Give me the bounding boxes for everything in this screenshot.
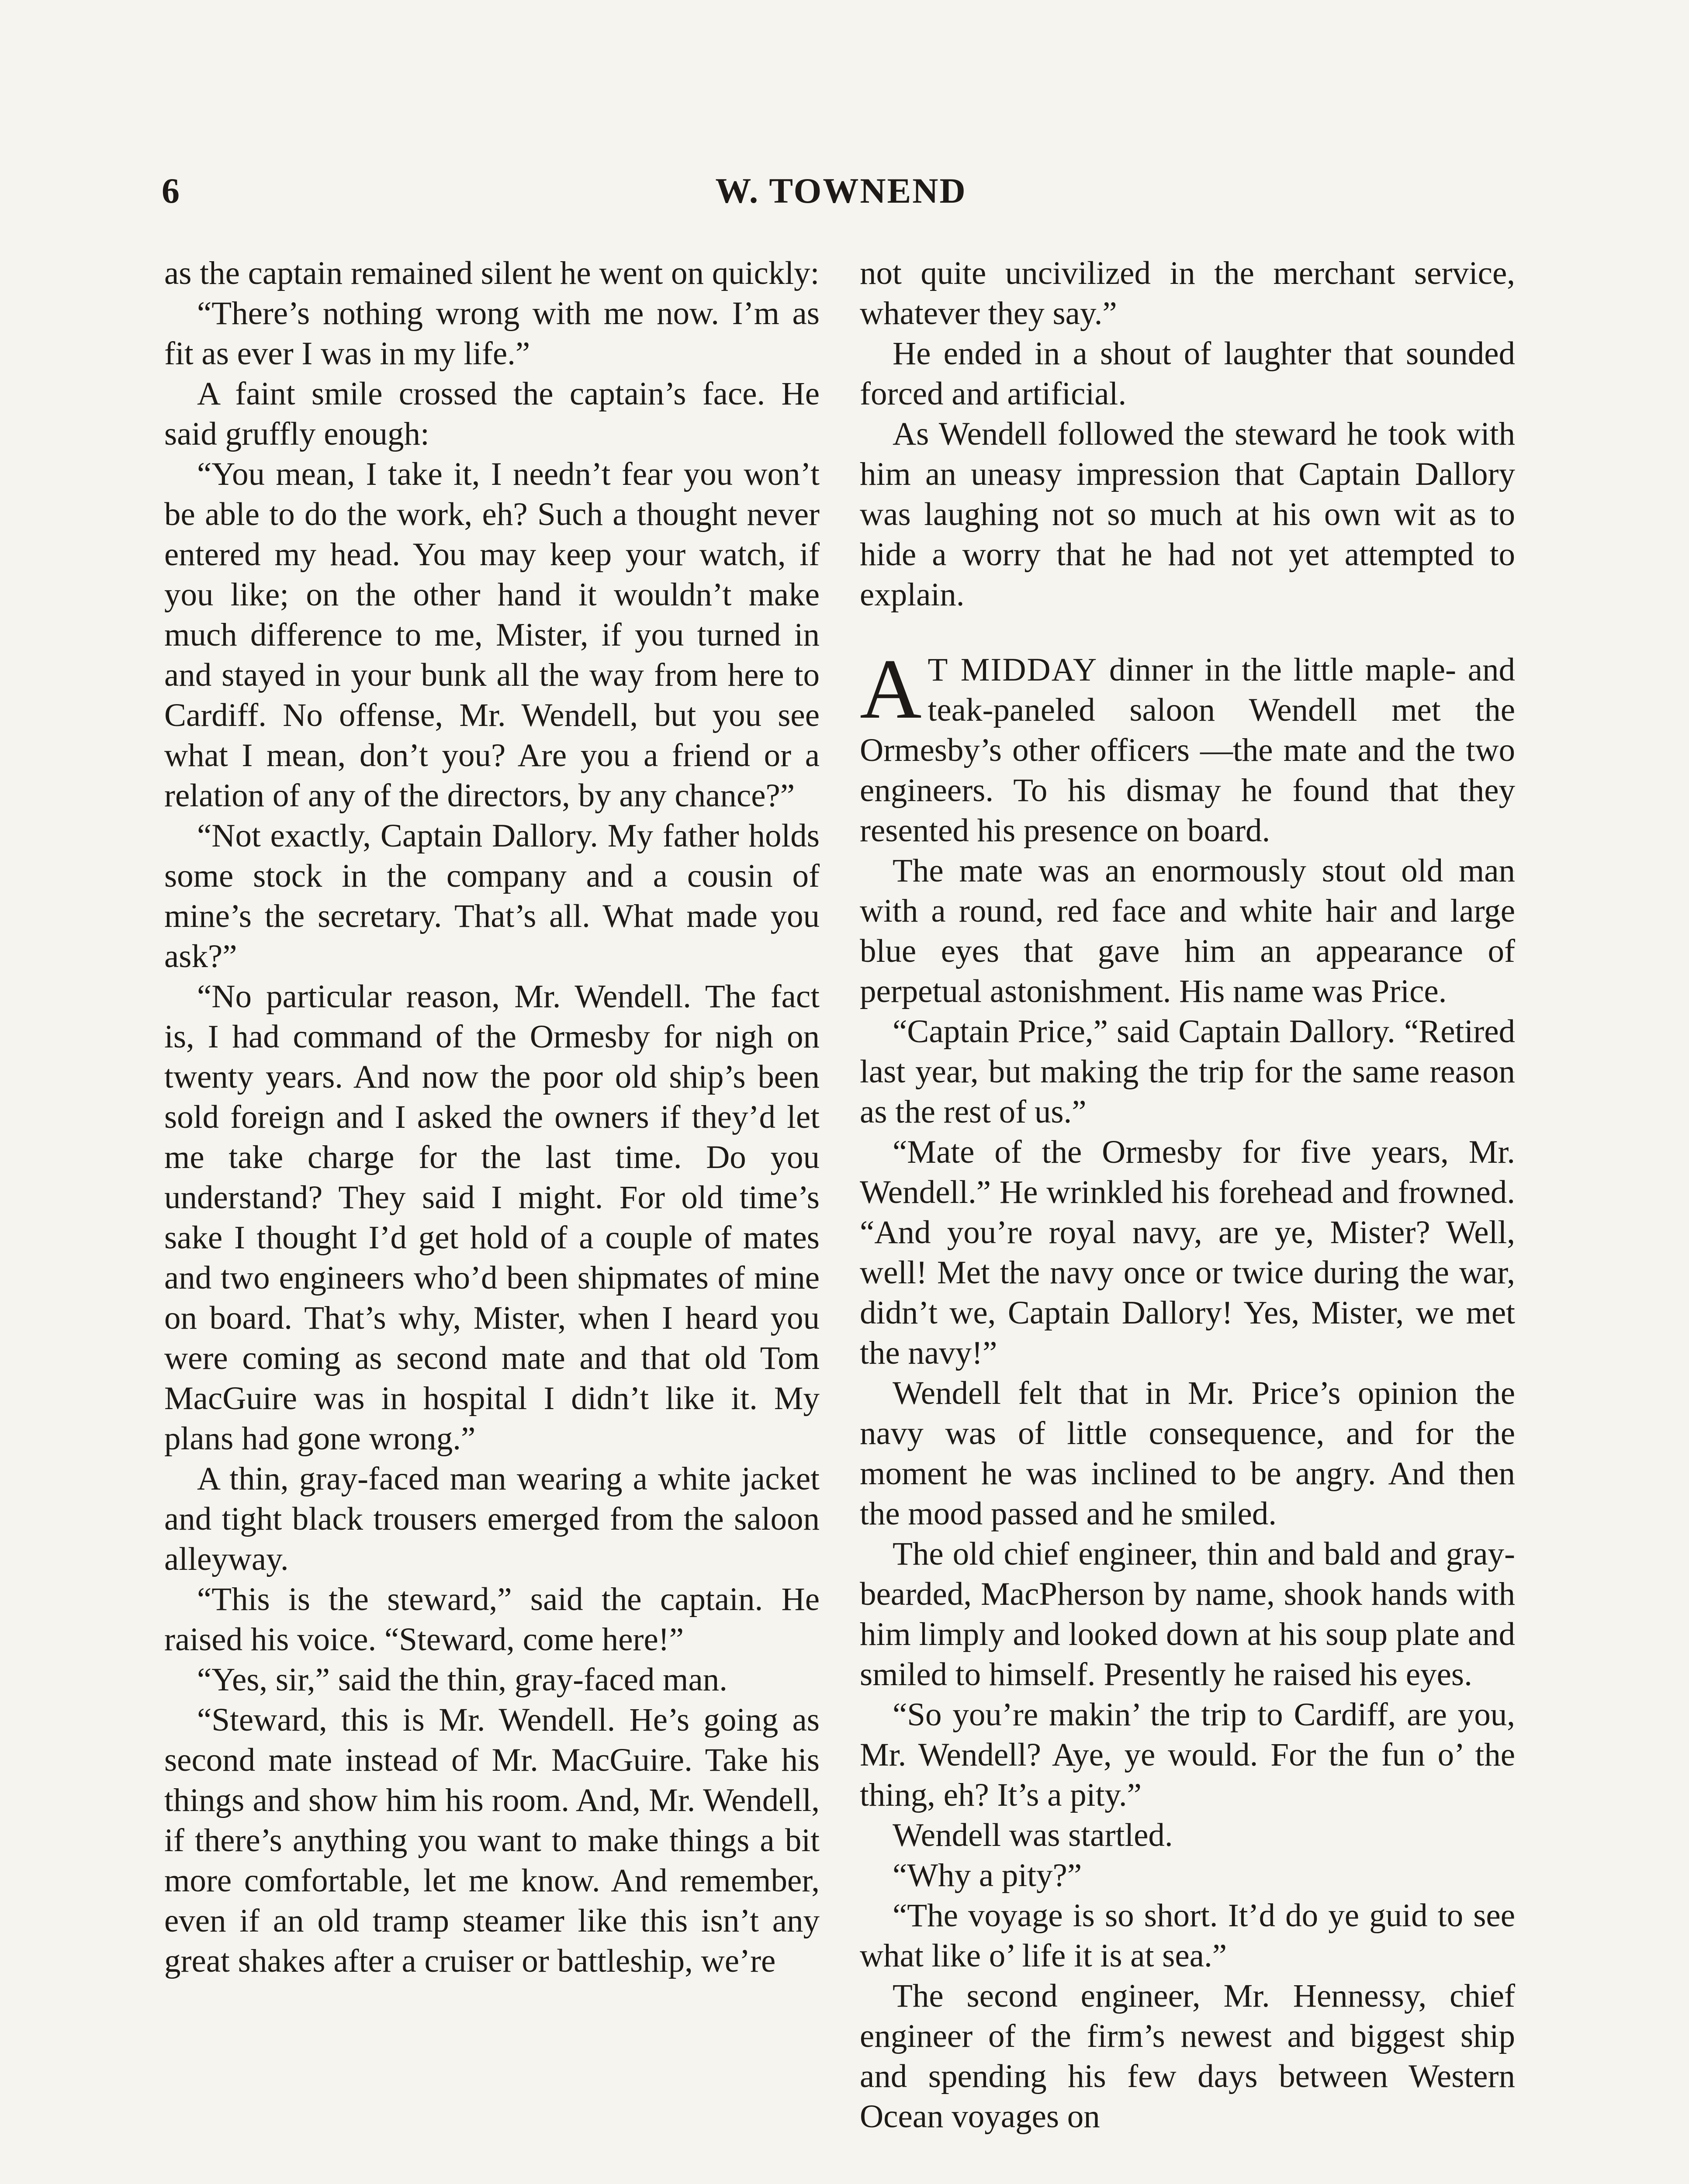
page-number: 6 bbox=[162, 171, 180, 211]
paragraph: “Steward, this is Mr. Wendell. He’s going as second mate instead of Mr. MacGuire. Take his things and show him his room. And, Mr. Wendell, if there’s anything you want to make things a bit more comfortable, let me know. And remember, even if an old tramp steamer like this isn’t any great shakes after a cruiser or battleship, we’re bbox=[164, 1702, 820, 1979]
paragraph: “Captain Price,” said Captain Dallory. “Retired last year, but making the trip for the same reason as the rest of us.” bbox=[860, 1013, 1515, 1130]
paragraph: A faint smile crossed the captain’s face. He said gruffly enough: bbox=[164, 376, 820, 452]
paragraph: “No particular reason, Mr. Wendell. The fact is, I had command of the Ormesby for nigh on twenty years. And now the poor old ship’s been sold foreign and I asked the owners if they’d let me take charge for the last time. Do you understand? They said I might. For old time’s sake I thought I’d get hold of a couple of mates and two engineers who’d been shipmates of mine on board. That’s why, Mister, when I heard you were coming as second mate and that old Tom MacGuire was in hospital I didn’t like it. My plans had gone wrong.” bbox=[164, 978, 820, 1457]
paragraph: The mate was an enormously stout old man with a round, red face and white hair and large blue eyes that gave him an appearance of perpetual astonishment. His name was Price. bbox=[860, 853, 1515, 1009]
section-opening-smallcaps: T MIDDAY bbox=[928, 652, 1098, 688]
paragraph: The old chief engineer, thin and bald and gray-bearded, MacPherson by name, shook hands with him limply and looked down at his soup plate and smiled to himself. Presently he raised his eyes. bbox=[860, 1536, 1515, 1693]
paragraph: “There’s nothing wrong with me now. I’m as fit as ever I was in my life.” bbox=[164, 295, 820, 372]
paragraph: “Yes, sir,” said the thin, gray-faced man. bbox=[197, 1662, 728, 1698]
running-head: W. TOWNEND bbox=[715, 171, 967, 211]
right-column bbox=[860, 253, 1515, 2137]
left-column bbox=[164, 253, 820, 1981]
paragraph: Wendell felt that in Mr. Price’s opinion the navy was of little consequence, and for the moment he was inclined to be angry. And then the mood passed and he smiled. bbox=[860, 1375, 1515, 1532]
paragraph: “Not exactly, Captain Dallory. My father holds some stock in the company and a cousin of mine’s the secretary. That’s all. What made you ask?” bbox=[164, 818, 820, 975]
paragraph: “The voyage is so short. It’d do ye guid to see what like o’ life it is at sea.” bbox=[860, 1897, 1515, 1974]
section-opening-text: dinner in the little maple- and teak-paneled saloon Wendell met the Ormesby’s other officers —the mate and the two engineers. To his dismay he found that they resented his presence on board. bbox=[860, 652, 1515, 849]
paragraph: “So you’re makin’ the trip to Cardiff, are you, Mr. Wendell? Aye, ye would. For the fun o’ the thing, eh? It’s a pity.” bbox=[860, 1697, 1515, 1813]
paragraph: The second engineer, Mr. Hennessy, chief engineer of the firm’s newest and biggest ship and spending his few days between Western Ocean voyages on bbox=[860, 1978, 1515, 2135]
paragraph: not quite uncivilized in the merchant service, whatever they say.” bbox=[860, 255, 1515, 332]
paragraph: He ended in a shout of laughter that sounded forced and artificial. bbox=[860, 335, 1515, 412]
paragraph: “This is the steward,” said the captain. He raised his voice. “Steward, come here!” bbox=[164, 1581, 820, 1658]
paragraph: Wendell was startled. bbox=[893, 1817, 1173, 1853]
paragraph: “Why a pity?” bbox=[893, 1857, 1082, 1894]
section-opening-paragraph bbox=[860, 642, 1515, 851]
section-break bbox=[860, 615, 1515, 650]
paragraph: as the captain remained silent he went on quickly: bbox=[164, 255, 820, 291]
paragraph: “You mean, I take it, I needn’t fear you won’t be able to do the work, eh? Such a thought never entered my head. You may keep your watch, if you like; on the other hand it wouldn’t make much difference to me, Mister, if you turned in and stayed in your bunk all the way from here to Cardiff. No offense, Mr. Wendell, but you see what I mean, don’t you? Are you a friend or a relation of any of the directors, by any chance?” bbox=[164, 456, 820, 814]
paragraph: As Wendell followed the steward he took with him an uneasy impression that Captain Dallory was laughing not so much at his own wit as to hide a worry that he had not yet attempted to explain. bbox=[860, 416, 1515, 613]
drop-cap: A bbox=[860, 642, 922, 736]
paragraph: “Mate of the Ormesby for five years, Mr. Wendell.” He wrinkled his forehead and frowned. “And you’re royal navy, are ye, Mister? Well, well! Met the navy once or twice during the war, didn’t we, Captain Dallory! Yes, Mister, we met the navy!” bbox=[860, 1134, 1515, 1371]
page-header bbox=[162, 162, 1520, 219]
paragraph: A thin, gray-faced man wearing a white jacket and tight black trousers emerged from the saloon alleyway. bbox=[164, 1461, 820, 1577]
